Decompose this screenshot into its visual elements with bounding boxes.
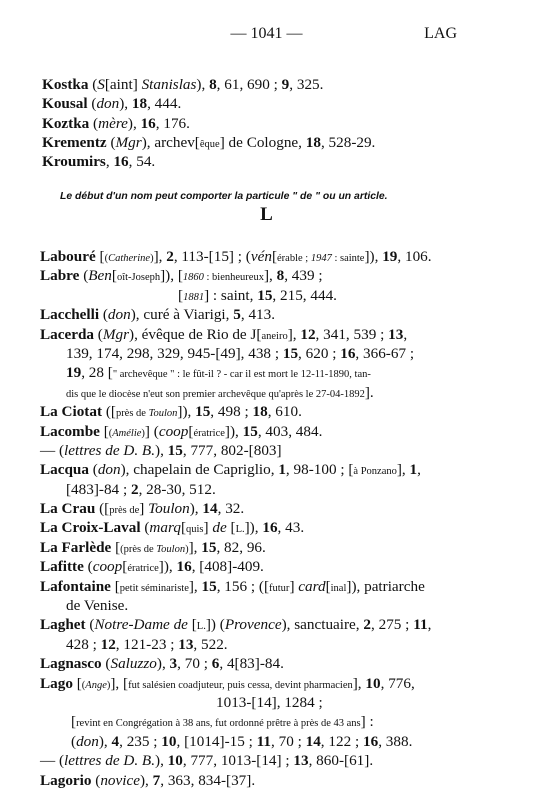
index-entry [40, 674, 490, 752]
entry-continuation: (don), 4, 235 ; 10, [1014]-15 ; 11, 70 ; 14, 122 ; 16, 388. [71, 732, 413, 750]
index-entry [40, 422, 490, 441]
entry-line: Lago [(Ange)], [fut salésien coadjuteur, puis cessa, devint pharmacien], 10, 776, [40, 674, 415, 692]
entry-continuation: [483]-84 ; 2, 28-30, 512. [66, 480, 216, 498]
page-number: — 1041 — [230, 25, 303, 42]
index-entry: Krementz (Mgr), archev[êque] de Cologne, 18, 528-29. [42, 133, 376, 151]
index-entry [40, 402, 490, 421]
index-entry [40, 751, 490, 770]
index-entry [40, 499, 490, 518]
index-entry: Kostka (S[aint] Stanislas), 8, 61, 690 ; 9, 325. [42, 76, 324, 93]
index-entry [40, 325, 490, 403]
index-entry [40, 305, 490, 324]
entry-line: Laghet (Notre-Dame de [L.]) (Provence), sanctuaire, 2, 275 ; 11, [40, 616, 432, 634]
index-entry [40, 441, 490, 460]
index-entry [40, 518, 490, 537]
entry-continuation: 1013-[14], 1284 ; [216, 693, 323, 711]
page-header [0, 24, 533, 46]
entry-line: Labre (Ben[oît-Joseph]), [1860 : bienheureux], 8, 439 ; [40, 267, 323, 285]
index-entry [40, 460, 490, 499]
index-entry: Kroumirs, 16, 54. [42, 153, 156, 171]
entry-continuation: [revint en Congrégation à 38 ans, fut ordonné prêtre à près de 43 ans] : [71, 713, 374, 731]
entry-line: Lagnasco (Saluzzo), 3, 70 ; 6, 4[83]-84. [40, 655, 284, 673]
entry-line: — (lettres de D. B.), 15, 777, 802-[803] [40, 441, 282, 459]
entry-continuation: 139, 174, 298, 329, 945-[49], 438 ; 15, 620 ; 16, 366-67 ; [66, 344, 415, 362]
section-note: Le début d'un nom peut comporter la particule " de " ou un article. [60, 191, 388, 202]
entry-line: Lacerda (Mgr), évêque de Rio de J[aneiro], 12, 341, 539 ; 13, [40, 325, 408, 343]
index-entry: Kousal (don), 18, 444. [42, 95, 182, 113]
entry-line: La Croix-Laval (marq[quis] de [L.]), 16, 43. [40, 519, 305, 537]
entry-continuation: dis que le diocèse n'eut son premier archevêque qu'après le 27-04-1892]. [66, 383, 374, 401]
index-entry [40, 557, 490, 576]
entry-line: Lacchelli (don), curé à Viarigi, 5, 413. [40, 306, 276, 324]
index-block-k [42, 75, 482, 171]
section-letter: L [260, 204, 273, 225]
index-entry: Koztka (mère), 16, 176. [42, 114, 190, 132]
entry-line: Lacombe [(Amélie)] (coop[ératrice]), 15, 403, 484. [40, 422, 323, 440]
entry-line: La Ciotat ([près de Toulon]), 15, 498 ; 18, 610. [40, 403, 302, 421]
entry-line: La Crau ([près de] Toulon), 14, 32. [40, 500, 245, 518]
entry-continuation: de Venise. [66, 597, 129, 615]
index-entry [40, 247, 490, 266]
index-entry [40, 771, 490, 790]
entry-line: Lafitte (coop[ératrice]), 16, [408]-409. [40, 558, 264, 576]
entry-line: Lacqua (don), chapelain de Capriglio, 1, 98-100 ; [à Ponzano], 1, [40, 461, 421, 479]
index-entry [40, 654, 490, 673]
entry-continuation: 19, 28 [" archevêque " : le fût-il ? - car il est mort le 12-11-1890, tan- [66, 364, 371, 382]
entry-continuation: [1881] : saint, 15, 215, 444. [178, 286, 337, 304]
index-entry [40, 538, 490, 557]
index-block-l [40, 247, 490, 790]
index-entry [40, 577, 490, 616]
index-entry [40, 615, 490, 654]
entry-line: La Farlède [(près de Toulon)], 15, 82, 96. [40, 538, 266, 556]
entry-line: — (lettres de D. B.), 10, 777, 1013-[14] ; 13, 860-[61]. [40, 752, 374, 770]
entry-continuation: 428 ; 12, 121-23 ; 13, 522. [66, 635, 228, 653]
index-entry [40, 266, 490, 305]
running-head: LAG [424, 25, 457, 42]
entry-line: Lagorio (novice), 7, 363, 834-[37]. [40, 771, 256, 789]
entry-line: Labouré [(Catherine)], 2, 113-[15] ; (vén[érable ; 1947 : sainte]), 19, 106. [40, 248, 432, 265]
entry-line: Lafontaine [petit séminariste], 15, 156 ; ([futur] card[inal]), patriarche [40, 577, 425, 595]
